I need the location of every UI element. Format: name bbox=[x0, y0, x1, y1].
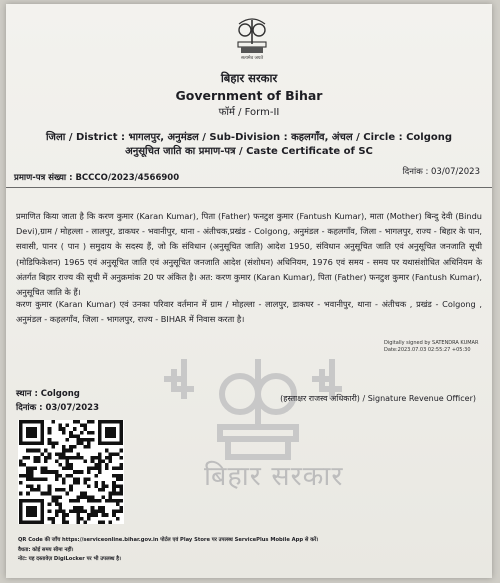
state-emblem-icon bbox=[229, 16, 275, 60]
qr-code[interactable] bbox=[18, 420, 124, 524]
footer-qr-note: QR Code की जाँच https://serviceonline.bihar.gov.in पोर्टल एवं Play Store पर उपलब्ध ServicePlus Mobile App से करें। bbox=[18, 537, 319, 543]
signature-date: Date:2023.07.03 02:55:27 +05:30 bbox=[384, 347, 471, 353]
place: स्थान : Colgong bbox=[16, 389, 80, 399]
emblem-caption: सत्यमेव जयते bbox=[240, 56, 264, 60]
certificate-body-paragraph: प्रमाणित किया जाता है कि करण कुमार (Karan Kumar), पिता (Father) फनटुश कुमार (Fantush Kumar), माता (Mother) बिन्दु देवी (Bindu Devi),ग्राम / मोहल्ला - लालपुर, डाकघर - भवानीपुर, थाना - अंतीचक,प्रखंड - Colgong, अनुमंडल - कहलगाँव, जिला - भागलपुर, राज्य - बिहार के पान, सवासी, पानर ( पान ) समुदाय के सदस्य हैं, जो कि संविधान (अनुसूचित जाति) आदेश 1950, संविधान अनुसूचित जाति एवं अनुसूचित जनजाति सूची (मोडिफिकेशन) 1965 एवं अनुसूचित जाति एवं अनुसूचित जनजाति आदेश (संशोधन) अधिनियम, 1976 एवं समय - समय पर यथासंशोधित अधिनियम के अंतर्गत बिहार राज्य की सूची में अनुक्रमांक 20 पर अंकित है। अत: करण कुमार (Karan Kumar), पिता (Father) फनटुश कुमार (Fantush Kumar), अनुसूचित जाति के हैं। bbox=[16, 211, 482, 298]
header-hindi: बिहार सरकार bbox=[220, 71, 278, 85]
watermark-text: बिहार सरकार bbox=[204, 461, 344, 492]
signature-signer: Digitally signed by SATENDRA KUMAR bbox=[384, 340, 479, 346]
certificate-number: प्रमाण-पत्र संख्या : BCCCO/2023/4566900 bbox=[14, 173, 180, 183]
certificate-date: दिनांक : 03/07/2023 bbox=[402, 167, 480, 177]
form-label: फॉर्म / Form-II bbox=[218, 107, 280, 118]
divider bbox=[6, 187, 492, 188]
footer-validity: वैधता: कोई समय सीमा नहीं। bbox=[18, 547, 74, 553]
certificate-title: अनुसूचित जाति का प्रमाण-पत्र / Caste Certificate of SC bbox=[125, 146, 373, 157]
location-line: जिला / District : भागलपुर, अनुमंडल / Sub-Division : कहलगाँव, अंचल / Circle : Colgong bbox=[45, 132, 453, 143]
digital-signature bbox=[384, 340, 478, 354]
residence-paragraph: करण कुमार (Karan Kumar) एवं उनका परिवार वर्तमान में ग्राम / मोहल्ला - लालपुर, डाकघर - भवानीपुर, थाना - अंतीचक , प्रखंड - Colgong , अनुमंडल - कहलगाँव, जिला - भागलपुर, राज्य - BIHAR में निवास करता है। bbox=[16, 299, 482, 324]
header-english: Government of Bihar bbox=[175, 88, 323, 103]
footer-digilocker-note: नोट: यह दस्तावेज़ DigiLocker पर भी उपलब्ध है। bbox=[18, 556, 121, 562]
certificate-paper bbox=[6, 4, 492, 578]
officer-signature-label: (हस्ताक्षर राजस्व अधिकारी) / Signature Revenue Officer) bbox=[280, 394, 476, 403]
place-date: दिनांक : 03/07/2023 bbox=[16, 403, 100, 413]
